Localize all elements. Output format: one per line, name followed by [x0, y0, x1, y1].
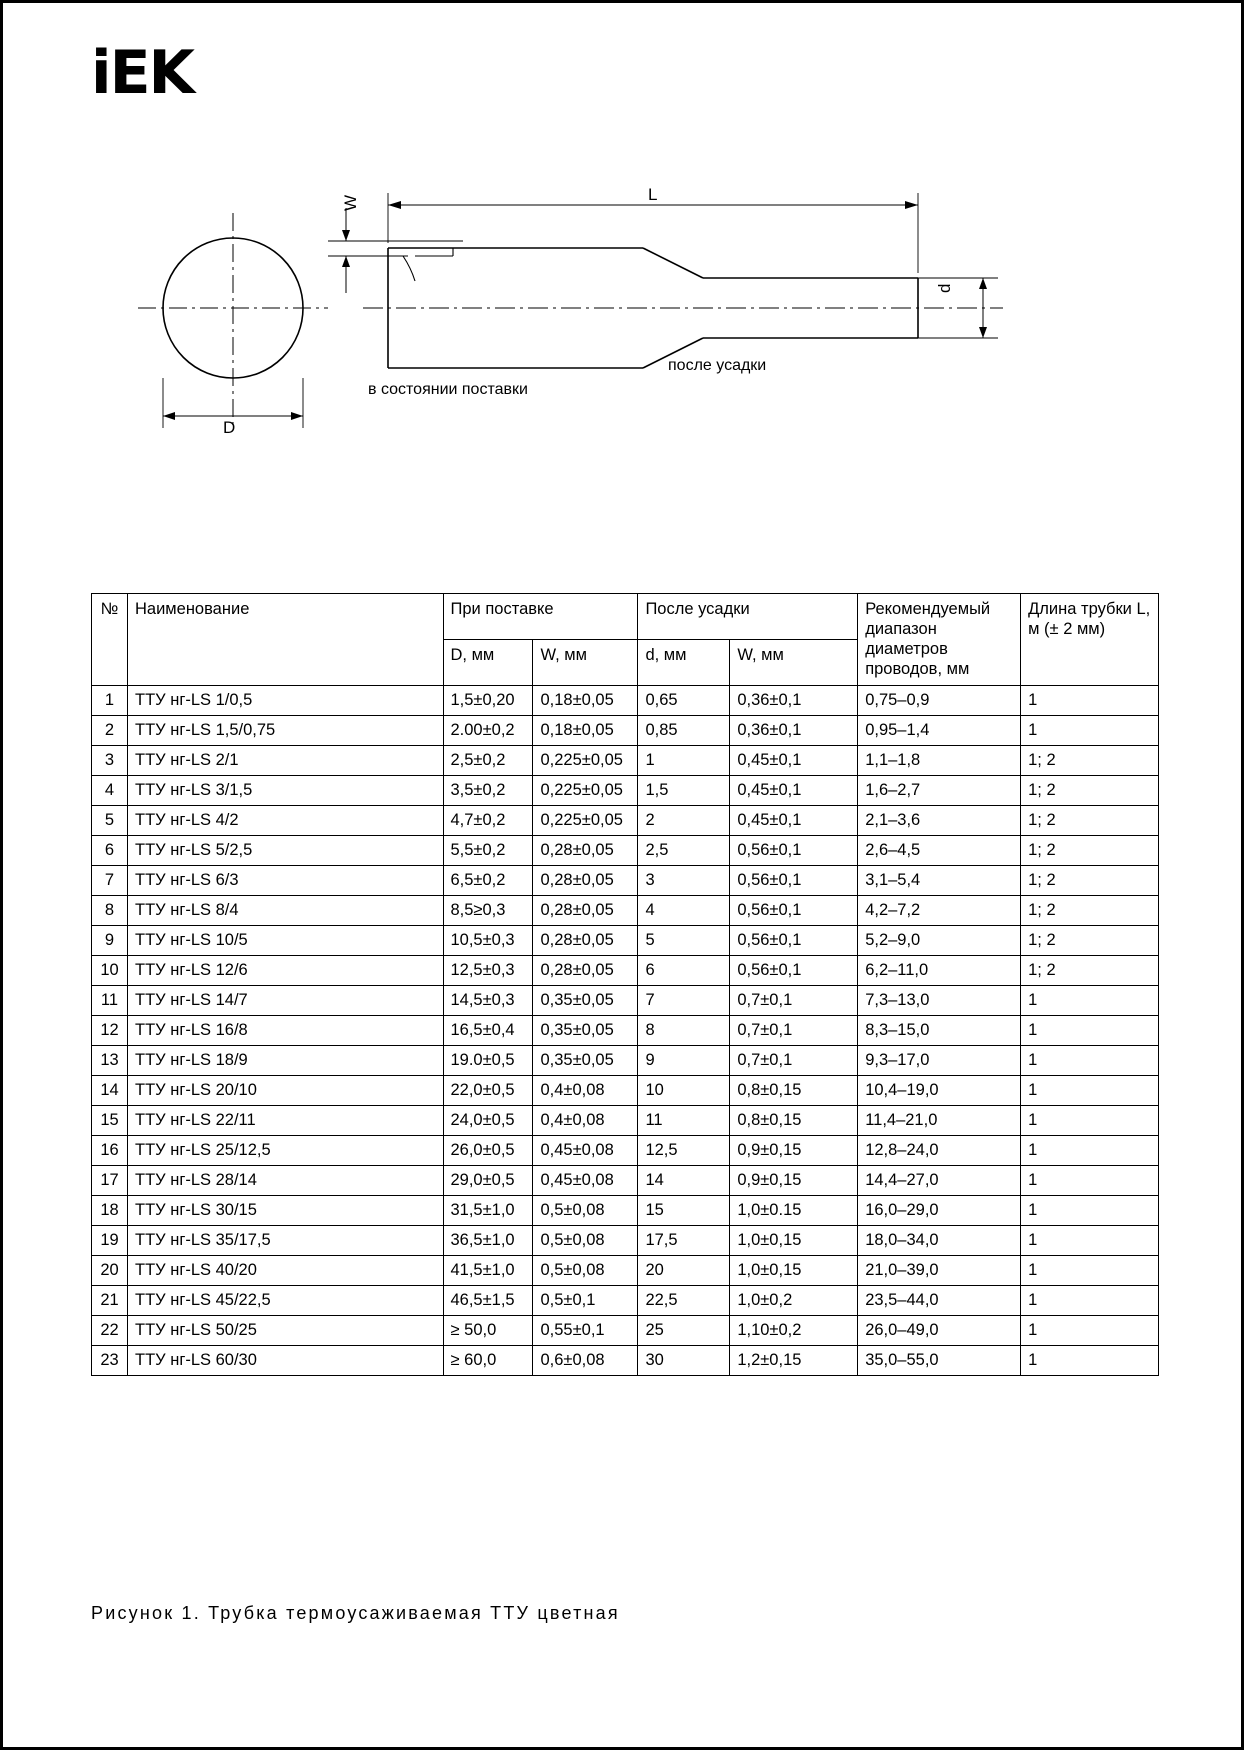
table-row — [92, 685, 1159, 715]
cell-W: 0,55±0,1 — [533, 1315, 638, 1345]
label-after-shrink: после усадки — [668, 357, 767, 374]
cell-name: ТТУ нг-LS 60/30 — [127, 1345, 443, 1375]
dimension-label-D: D — [223, 418, 236, 437]
table-row — [92, 895, 1159, 925]
cell-D: 36,5±1,0 — [443, 1225, 533, 1255]
cell-W2: 0,56±0,1 — [730, 955, 858, 985]
cell-length: 1 — [1021, 715, 1159, 745]
cell-name: ТТУ нг-LS 2/1 — [127, 745, 443, 775]
cell-W2: 0,9±0,15 — [730, 1165, 858, 1195]
cell-W2: 1,0±0,15 — [730, 1255, 858, 1285]
cell-num: 8 — [92, 895, 128, 925]
cell-d: 2,5 — [638, 835, 730, 865]
table-row — [92, 1165, 1159, 1195]
cell-name: ТТУ нг-LS 12/6 — [127, 955, 443, 985]
cell-d: 15 — [638, 1195, 730, 1225]
cell-length: 1; 2 — [1021, 745, 1159, 775]
th-sub-D: D, мм — [443, 639, 533, 685]
cell-name: ТТУ нг-LS 50/25 — [127, 1315, 443, 1345]
cell-name: ТТУ нг-LS 8/4 — [127, 895, 443, 925]
cell-num: 9 — [92, 925, 128, 955]
table-row — [92, 805, 1159, 835]
table-row — [92, 1045, 1159, 1075]
cell-d: 9 — [638, 1045, 730, 1075]
cell-d: 14 — [638, 1165, 730, 1195]
cell-num: 5 — [92, 805, 128, 835]
table-row — [92, 1225, 1159, 1255]
th-range: Рекомендуемый диапазон диаметров проводов, мм — [858, 594, 1021, 686]
cell-range: 3,1–5,4 — [858, 865, 1021, 895]
cell-W: 0,4±0,08 — [533, 1075, 638, 1105]
cell-D: ≥ 50,0 — [443, 1315, 533, 1345]
cell-num: 23 — [92, 1345, 128, 1375]
cell-d: 3 — [638, 865, 730, 895]
cell-range: 26,0–49,0 — [858, 1315, 1021, 1345]
cell-name: ТТУ нг-LS 14/7 — [127, 985, 443, 1015]
cell-W: 0,5±0,08 — [533, 1195, 638, 1225]
cell-range: 1,1–1,8 — [858, 745, 1021, 775]
cell-W: 0,225±0,05 — [533, 805, 638, 835]
cell-num: 13 — [92, 1045, 128, 1075]
table-row — [92, 1105, 1159, 1135]
cell-num: 21 — [92, 1285, 128, 1315]
th-shrink: После усадки — [638, 594, 858, 640]
cell-d: 2 — [638, 805, 730, 835]
cell-W2: 0,56±0,1 — [730, 865, 858, 895]
table-row — [92, 1285, 1159, 1315]
cell-name: ТТУ нг-LS 6/3 — [127, 865, 443, 895]
spec-table — [91, 593, 1159, 1376]
table-row — [92, 1315, 1159, 1345]
cell-name: ТТУ нг-LS 18/9 — [127, 1045, 443, 1075]
cell-W: 0,18±0,05 — [533, 715, 638, 745]
cell-name: ТТУ нг-LS 1,5/0,75 — [127, 715, 443, 745]
drawing-svg — [63, 153, 1113, 483]
cell-num: 22 — [92, 1315, 128, 1345]
cell-W: 0,28±0,05 — [533, 895, 638, 925]
th-sub-W: W, мм — [533, 639, 638, 685]
cell-length: 1; 2 — [1021, 925, 1159, 955]
cell-D: 3,5±0,2 — [443, 775, 533, 805]
cell-d: 10 — [638, 1075, 730, 1105]
cell-name: ТТУ нг-LS 10/5 — [127, 925, 443, 955]
cell-D: 46,5±1,5 — [443, 1285, 533, 1315]
cell-range: 14,4–27,0 — [858, 1165, 1021, 1195]
cell-D: 8,5≥0,3 — [443, 895, 533, 925]
cell-d: 0,65 — [638, 685, 730, 715]
cell-D: 10,5±0,3 — [443, 925, 533, 955]
cell-length: 1 — [1021, 985, 1159, 1015]
cell-length: 1 — [1021, 1315, 1159, 1345]
table-row — [92, 835, 1159, 865]
cell-range: 10,4–19,0 — [858, 1075, 1021, 1105]
th-supply: При поставке — [443, 594, 638, 640]
spec-table-container — [91, 593, 1159, 1376]
cell-length: 1 — [1021, 1135, 1159, 1165]
cell-length: 1; 2 — [1021, 775, 1159, 805]
cell-num: 10 — [92, 955, 128, 985]
cell-length: 1; 2 — [1021, 805, 1159, 835]
cell-range: 2,1–3,6 — [858, 805, 1021, 835]
cell-range: 0,75–0,9 — [858, 685, 1021, 715]
cell-num: 20 — [92, 1255, 128, 1285]
table-body — [92, 685, 1159, 1375]
cell-d: 20 — [638, 1255, 730, 1285]
cell-name: ТТУ нг-LS 40/20 — [127, 1255, 443, 1285]
cell-D: ≥ 60,0 — [443, 1345, 533, 1375]
cell-num: 16 — [92, 1135, 128, 1165]
cell-W2: 0,45±0,1 — [730, 775, 858, 805]
cell-d: 11 — [638, 1105, 730, 1135]
cell-W: 0,35±0,05 — [533, 1015, 638, 1045]
cell-num: 11 — [92, 985, 128, 1015]
cell-W: 0,5±0,1 — [533, 1285, 638, 1315]
cell-length: 1 — [1021, 1165, 1159, 1195]
cell-W: 0,35±0,05 — [533, 1045, 638, 1075]
cell-range: 11,4–21,0 — [858, 1105, 1021, 1135]
cell-num: 6 — [92, 835, 128, 865]
cell-length: 1 — [1021, 1105, 1159, 1135]
cell-range: 0,95–1,4 — [858, 715, 1021, 745]
cell-name: ТТУ нг-LS 25/12,5 — [127, 1135, 443, 1165]
cell-range: 7,3–13,0 — [858, 985, 1021, 1015]
dimension-label-d: d — [935, 283, 954, 293]
cell-num: 4 — [92, 775, 128, 805]
cell-range: 2,6–4,5 — [858, 835, 1021, 865]
cell-name: ТТУ нг-LS 30/15 — [127, 1195, 443, 1225]
cell-D: 12,5±0,3 — [443, 955, 533, 985]
cell-num: 17 — [92, 1165, 128, 1195]
cell-W: 0,45±0,08 — [533, 1135, 638, 1165]
cell-num: 3 — [92, 745, 128, 775]
cell-D: 2,5±0,2 — [443, 745, 533, 775]
cell-W: 0,28±0,05 — [533, 955, 638, 985]
cell-range: 5,2–9,0 — [858, 925, 1021, 955]
label-before-shrink: в состоянии поставки — [368, 381, 528, 398]
cell-W2: 0,36±0,1 — [730, 715, 858, 745]
table-row — [92, 1135, 1159, 1165]
cell-range: 35,0–55,0 — [858, 1345, 1021, 1375]
cell-W2: 0,45±0,1 — [730, 745, 858, 775]
cell-name: ТТУ нг-LS 5/2,5 — [127, 835, 443, 865]
cell-d: 7 — [638, 985, 730, 1015]
cell-d: 22,5 — [638, 1285, 730, 1315]
cell-W: 0,35±0,05 — [533, 985, 638, 1015]
cell-W2: 0,7±0,1 — [730, 985, 858, 1015]
cell-range: 23,5–44,0 — [858, 1285, 1021, 1315]
cell-D: 1,5±0,20 — [443, 685, 533, 715]
cell-W: 0,5±0,08 — [533, 1225, 638, 1255]
cell-name: ТТУ нг-LS 1/0,5 — [127, 685, 443, 715]
cell-length: 1 — [1021, 1255, 1159, 1285]
cell-name: ТТУ нг-LS 16/8 — [127, 1015, 443, 1045]
cell-range: 6,2–11,0 — [858, 955, 1021, 985]
cell-length: 1; 2 — [1021, 955, 1159, 985]
table-row — [92, 955, 1159, 985]
cell-name: ТТУ нг-LS 28/14 — [127, 1165, 443, 1195]
cell-D: 29,0±0,5 — [443, 1165, 533, 1195]
th-sub-W2: W, мм — [730, 639, 858, 685]
cell-num: 1 — [92, 685, 128, 715]
cell-name: ТТУ нг-LS 3/1,5 — [127, 775, 443, 805]
table-row — [92, 985, 1159, 1015]
cell-W2: 0,9±0,15 — [730, 1135, 858, 1165]
cell-length: 1 — [1021, 685, 1159, 715]
cell-range: 1,6–2,7 — [858, 775, 1021, 805]
cell-num: 2 — [92, 715, 128, 745]
cell-d: 8 — [638, 1015, 730, 1045]
cell-W2: 0,56±0,1 — [730, 925, 858, 955]
cell-d: 6 — [638, 955, 730, 985]
th-name: Наименование — [127, 594, 443, 686]
cell-d: 17,5 — [638, 1225, 730, 1255]
cell-range: 16,0–29,0 — [858, 1195, 1021, 1225]
cell-length: 1 — [1021, 1195, 1159, 1225]
cell-W: 0,18±0,05 — [533, 685, 638, 715]
cell-D: 4,7±0,2 — [443, 805, 533, 835]
cell-W: 0,28±0,05 — [533, 835, 638, 865]
table-header-row-1 — [92, 594, 1159, 640]
cell-W2: 1,0±0,2 — [730, 1285, 858, 1315]
cell-D: 19.0±0,5 — [443, 1045, 533, 1075]
cell-W: 0,6±0,08 — [533, 1345, 638, 1375]
cell-W2: 0,7±0,1 — [730, 1045, 858, 1075]
cell-W: 0,5±0,08 — [533, 1255, 638, 1285]
table-row — [92, 745, 1159, 775]
cell-num: 15 — [92, 1105, 128, 1135]
cell-num: 18 — [92, 1195, 128, 1225]
table-row — [92, 1255, 1159, 1285]
table-row — [92, 865, 1159, 895]
cell-W: 0,45±0,08 — [533, 1165, 638, 1195]
table-row — [92, 775, 1159, 805]
cell-d: 1,5 — [638, 775, 730, 805]
cell-num: 19 — [92, 1225, 128, 1255]
cell-name: ТТУ нг-LS 45/22,5 — [127, 1285, 443, 1315]
cell-num: 7 — [92, 865, 128, 895]
cell-range: 12,8–24,0 — [858, 1135, 1021, 1165]
cell-W2: 0,36±0,1 — [730, 685, 858, 715]
cell-d: 12,5 — [638, 1135, 730, 1165]
cell-d: 1 — [638, 745, 730, 775]
iek-logo: iEK — [91, 38, 194, 108]
cell-D: 24,0±0,5 — [443, 1105, 533, 1135]
cell-name: ТТУ нг-LS 35/17,5 — [127, 1225, 443, 1255]
cell-length: 1 — [1021, 1075, 1159, 1105]
cell-D: 14,5±0,3 — [443, 985, 533, 1015]
cell-D: 26,0±0,5 — [443, 1135, 533, 1165]
cell-W: 0,225±0,05 — [533, 745, 638, 775]
cell-name: ТТУ нг-LS 4/2 — [127, 805, 443, 835]
dimension-label-L: L — [648, 185, 658, 204]
cell-W2: 1,2±0,15 — [730, 1345, 858, 1375]
technical-drawing — [63, 153, 1113, 483]
cell-D: 6,5±0,2 — [443, 865, 533, 895]
cell-length: 1 — [1021, 1285, 1159, 1315]
cell-num: 14 — [92, 1075, 128, 1105]
table-row — [92, 1015, 1159, 1045]
cell-W2: 1,10±0,2 — [730, 1315, 858, 1345]
dimension-label-W: W — [341, 194, 360, 211]
cell-D: 22,0±0,5 — [443, 1075, 533, 1105]
cell-length: 1 — [1021, 1225, 1159, 1255]
cell-W2: 0,8±0,15 — [730, 1105, 858, 1135]
cell-W: 0,225±0,05 — [533, 775, 638, 805]
cell-W: 0,28±0,05 — [533, 925, 638, 955]
table-row — [92, 1195, 1159, 1225]
cell-d: 5 — [638, 925, 730, 955]
table-row — [92, 1075, 1159, 1105]
cell-W2: 1,0±0.15 — [730, 1195, 858, 1225]
cell-W: 0,28±0,05 — [533, 865, 638, 895]
cell-range: 8,3–15,0 — [858, 1015, 1021, 1045]
cell-W2: 0,8±0,15 — [730, 1075, 858, 1105]
cell-num: 12 — [92, 1015, 128, 1045]
cell-D: 5,5±0,2 — [443, 835, 533, 865]
cell-D: 16,5±0,4 — [443, 1015, 533, 1045]
cell-length: 1; 2 — [1021, 895, 1159, 925]
cell-W2: 0,45±0,1 — [730, 805, 858, 835]
th-num: № — [92, 594, 128, 686]
cell-W2: 0,56±0,1 — [730, 895, 858, 925]
figure-caption: Рисунок 1. Трубка термоусаживаемая ТТУ цветная — [91, 1603, 620, 1623]
cell-name: ТТУ нг-LS 22/11 — [127, 1105, 443, 1135]
cell-W2: 0,56±0,1 — [730, 835, 858, 865]
cell-d: 30 — [638, 1345, 730, 1375]
table-head — [92, 594, 1159, 686]
th-length: Длина трубки L, м (± 2 мм) — [1021, 594, 1159, 686]
cell-length: 1; 2 — [1021, 865, 1159, 895]
cell-d: 25 — [638, 1315, 730, 1345]
cell-length: 1; 2 — [1021, 835, 1159, 865]
cell-D: 31,5±1,0 — [443, 1195, 533, 1225]
cell-d: 0,85 — [638, 715, 730, 745]
cell-length: 1 — [1021, 1045, 1159, 1075]
cell-D: 2.00±0,2 — [443, 715, 533, 745]
table-row — [92, 1345, 1159, 1375]
cell-name: ТТУ нг-LS 20/10 — [127, 1075, 443, 1105]
cell-D: 41,5±1,0 — [443, 1255, 533, 1285]
cell-length: 1 — [1021, 1345, 1159, 1375]
cell-W: 0,4±0,08 — [533, 1105, 638, 1135]
cell-W2: 1,0±0,15 — [730, 1225, 858, 1255]
cell-range: 9,3–17,0 — [858, 1045, 1021, 1075]
th-sub-d: d, мм — [638, 639, 730, 685]
cell-d: 4 — [638, 895, 730, 925]
cell-length: 1 — [1021, 1015, 1159, 1045]
cell-W2: 0,7±0,1 — [730, 1015, 858, 1045]
cell-range: 18,0–34,0 — [858, 1225, 1021, 1255]
cell-range: 4,2–7,2 — [858, 895, 1021, 925]
table-row — [92, 925, 1159, 955]
cell-range: 21,0–39,0 — [858, 1255, 1021, 1285]
table-row — [92, 715, 1159, 745]
